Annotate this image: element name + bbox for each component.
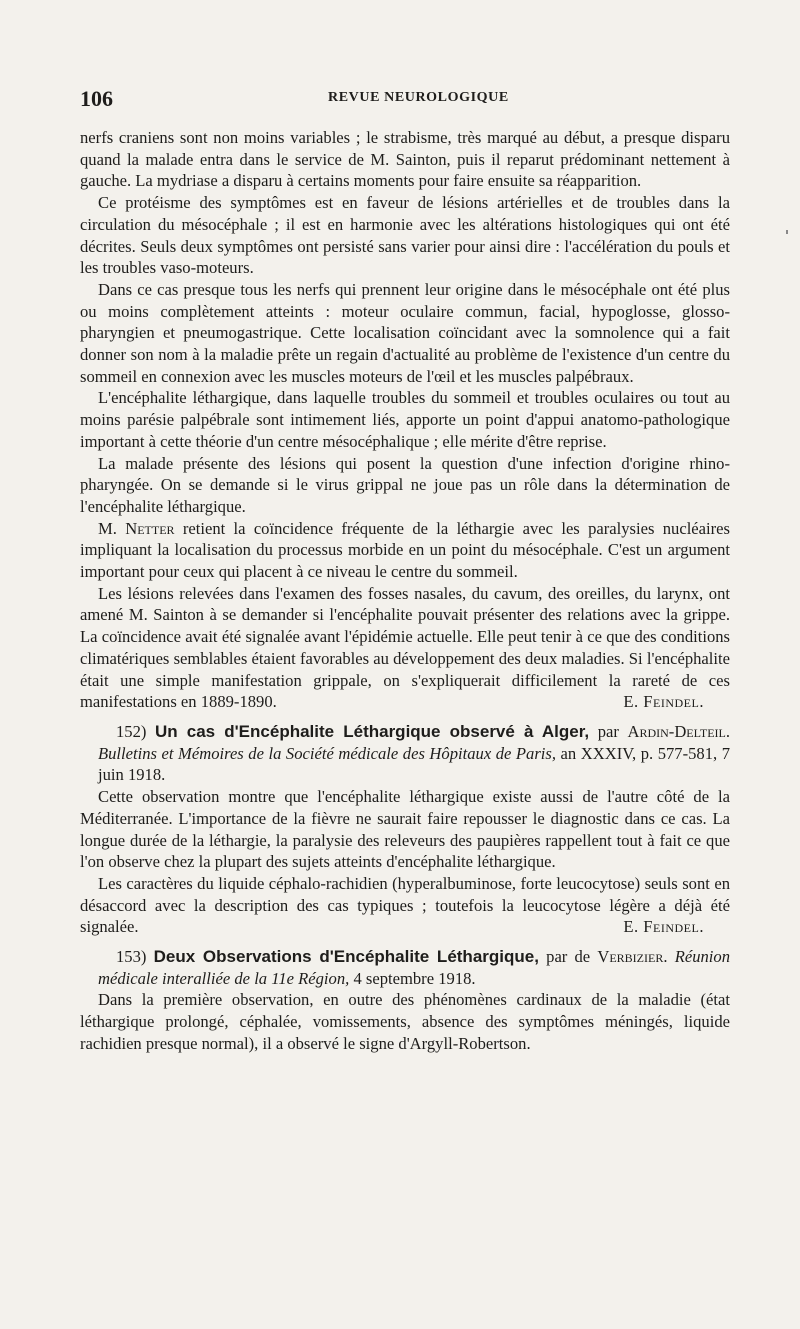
entry-number: 152) [116,721,147,741]
paragraph: L'encéphalite léthargique, dans laquelle troubles du sommeil et troubles oculaires ou tout au moins parésie palpébrale sont intimement liés, apporte un point d'appui anatomo-pathologique important à cette théorie d'un centre mésocéphalique ; elle mérite d'être reprise. [80,388,730,451]
body-text [80,127,730,1055]
paragraph-text: Les caractères du liquide céphalo-rachidien (hyperalbuminose, forte leucocytose) seuls sont en désaccord avec la description des cas typiques ; toutefois la leucocytose légère a déjà été signalée. [80,873,730,937]
netter-prefix: M. [98,518,117,538]
margin-mark [786,230,788,234]
entry-source-details: 4 septembre 1918. [353,968,476,988]
entry-heading [80,721,730,786]
signature: E. Feindel. [623,692,704,712]
author-prefix: par de [546,947,591,967]
page-header [80,86,730,110]
paragraph: nerfs craniens sont non moins variables ; le strabisme, très marqué au début, a presque disparu quand la malade entra dans le service de M. Sainton, puis il reparut prédominant nettement à gauche. La mydriase a disparu à certains moments pour faire ensuite sa réapparition. [80,128,730,191]
author-netter: Netter [125,518,175,538]
entry-title: Un cas d'Encéphalite Léthargique observé à Alger, [154,721,590,741]
author-prefix: par [597,721,619,741]
abstract-entry-153 [80,946,730,1055]
entry-source: Bulletins et Mémoires de la Société médicale des Hôpitaux de Paris, [98,743,557,763]
paragraph: La malade présente des lésions qui posent la question d'une infection d'origine rhino-pharyngée. On se demande si le virus grippal ne joue pas un rôle dans la détermination de l'encéphalite léthargique. [80,453,730,516]
entry-heading [80,946,730,989]
netter-text: retient la coïncidence fréquente de la léthargie avec les paralysies nucléaires impliquant la localisation du processus morbide en un point du mésocéphale. C'est un argument important pour ceux qui placent à ce niveau le centre du sommeil. [80,518,730,582]
paragraph-netter [80,518,730,583]
paragraph: Dans la première observation, en outre des phénomènes cardinaux de la maladie (état léthargique prolongé, céphalée, vomissements, absence des symptômes méningés, liquide rachidien presque normal), il a observé le signe d'Argyll-Robertson. [80,990,730,1053]
paragraph [80,583,730,713]
entry-title: Deux Observations d'Encéphalite Léthargique, [153,947,539,967]
paragraph: Ce protéisme des symptômes est en faveur de lésions artérielles et de troubles dans la circulation du mésocéphale ; il est en harmonie avec les altérations histologiques qui ont été décrites. Seuls deux symptômes ont persisté sans varier pour ainsi dire : l'accélération du pouls et les troubles vaso-moteurs. [80,193,730,278]
entry-source: Réunion médicale interalliée de la 11e Région, [98,947,730,988]
abstract-entry-152 [80,721,730,938]
entry-author: Ardin-Delteil. [627,721,731,741]
page-number: 106 [80,86,113,111]
paragraph-lesions-text: Les lésions relevées dans l'examen des fosses nasales, du cavum, des oreilles, du larynx, ont amené M. Sainton à se demander si l'encéphalite pouvait présenter des relations avec la grippe. La coïncidence avait été signalée avant l'épidémie actuelle. Elle peut tenir à ce que des conditions climatériques semblables étaient favorables au développement des deux maladies. Si l'encéphalite était une simple manifestation grippale, on s'expliquerait difficilement la rareté de ces manifestations en 1889-1890. [80,583,730,712]
paragraph: Dans ce cas presque tous les nerfs qui prennent leur origine dans le mésocéphale ont été plus ou moins complètement atteints : moteur oculaire commun, facial, hypoglosse, glosso-pharyngien et pneumogastrique. Cette localisation coïncidant avec la somnolence qui a fait donner son nom à la maladie prête un regain d'actualité au problème de l'existence d'un centre du sommeil en connexion avec les muscles moteurs de l'œil et les muscles palpébraux. [80,279,730,386]
entry-number: 153) [116,947,147,967]
paragraph: Cette observation montre que l'encéphalite léthargique existe aussi de l'autre côté de la Méditerranée. L'importance de la fièvre ne saurait faire repousser le diagnostic dans ce cas. La longue durée de la léthargie, la paralysie des releveurs des paupières rappellent tout à fait ce que l'on observe chez la plupart des sujets atteints d'encéphalite léthargique. [80,787,730,872]
signature: E. Feindel. [623,917,704,937]
entry-author: Verbizier. [597,947,668,967]
entry-source-details: an XXXIV, p. 577-581, 7 juin 1918. [98,743,730,785]
paragraph [80,873,730,938]
running-title: REVUE NEUROLOGIQUE [328,90,509,105]
